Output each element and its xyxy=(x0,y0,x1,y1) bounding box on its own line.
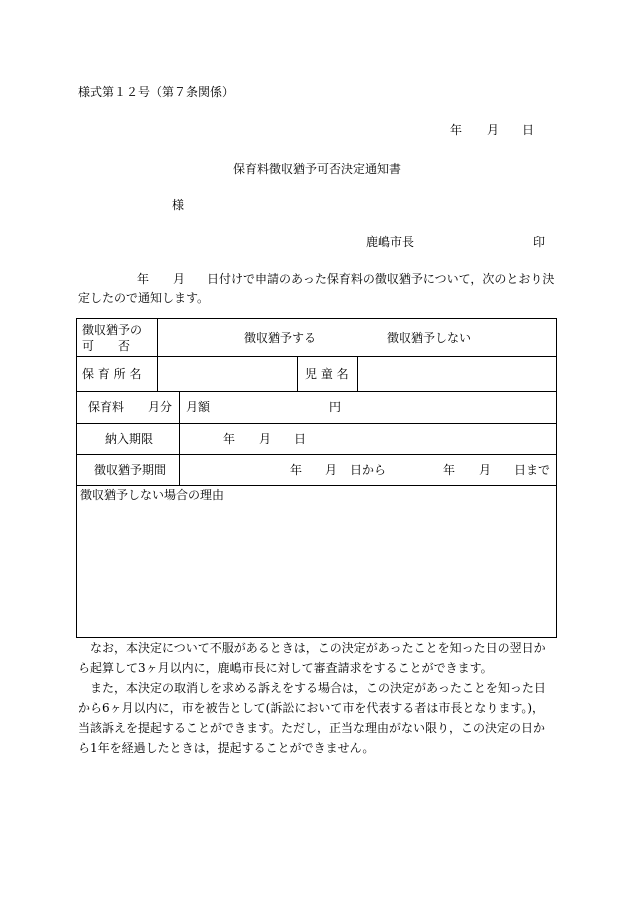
deadline-day: 日 xyxy=(294,432,307,446)
monthly-amount-label: 月額 xyxy=(186,400,211,414)
period-end-year: 年 xyxy=(443,463,456,477)
intro-year: 年 xyxy=(137,272,150,286)
intro-month: 月 xyxy=(173,272,186,286)
deadline-year: 年 xyxy=(223,432,236,446)
denial-reason-label: 徴収猶予しない場合の理由 xyxy=(80,488,225,502)
intro-text-line2: 定したので通知します。 xyxy=(78,291,210,305)
period-until: 日まで xyxy=(514,463,551,477)
yen-unit: 円 xyxy=(329,400,342,414)
deadline-month: 月 xyxy=(259,432,272,446)
seal-mark: 印 xyxy=(533,235,546,249)
form-number: 様式第１２号（第７条関係） xyxy=(78,85,235,99)
approval-label-line1: 徴収猶予の xyxy=(82,323,143,337)
issuer-name: 鹿嶋市長 xyxy=(366,235,415,249)
period-end-month: 月 xyxy=(479,463,492,477)
document-title: 保育料徴収猶予可否決定通知書 xyxy=(233,162,402,176)
appeal-notice: なお，本決定について不服があるときは，この決定があったことを知った日の翌日から起算して3ヶ月以内に，鹿嶋市長に対して審査請求をすることができます。 xyxy=(78,641,546,675)
period-start-month: 月 xyxy=(325,463,338,477)
payment-deadline-label: 納入期限 xyxy=(105,432,154,446)
fee-month-label: 保育料 月分 xyxy=(88,400,173,414)
date-month: 月 xyxy=(487,123,500,137)
child-name-label: 児 童 名 xyxy=(305,367,349,381)
date-day: 日 xyxy=(522,123,535,137)
deferral-period-label: 徴収猶予期間 xyxy=(94,463,167,477)
addressee-suffix: 様 xyxy=(172,198,185,212)
option-grant: 徴収猶予する xyxy=(244,331,317,345)
date-year: 年 xyxy=(450,123,463,137)
nursery-name-label: 保 育 所 名 xyxy=(82,367,142,381)
option-deny: 徴収猶予しない xyxy=(387,331,472,345)
intro-text-line1: 日付けで申請のあった保育料の徴収猶予について，次のとおり決 xyxy=(207,272,555,286)
approval-label-line2: 可 否 xyxy=(82,339,131,353)
period-start-year: 年 xyxy=(290,463,303,477)
lawsuit-notice: また，本決定の取消しを求める訴えをする場合は，この決定があったことを知った日から6ヶ月以内に，市を被告として(訴訟において市を代表する者は市長となります。)，当該訴えを提起することができます。ただし，正当な理由がない限り，この決定の日から1年を経過したときは，提起することができません。 xyxy=(78,681,546,755)
period-from: 日から xyxy=(350,463,387,477)
